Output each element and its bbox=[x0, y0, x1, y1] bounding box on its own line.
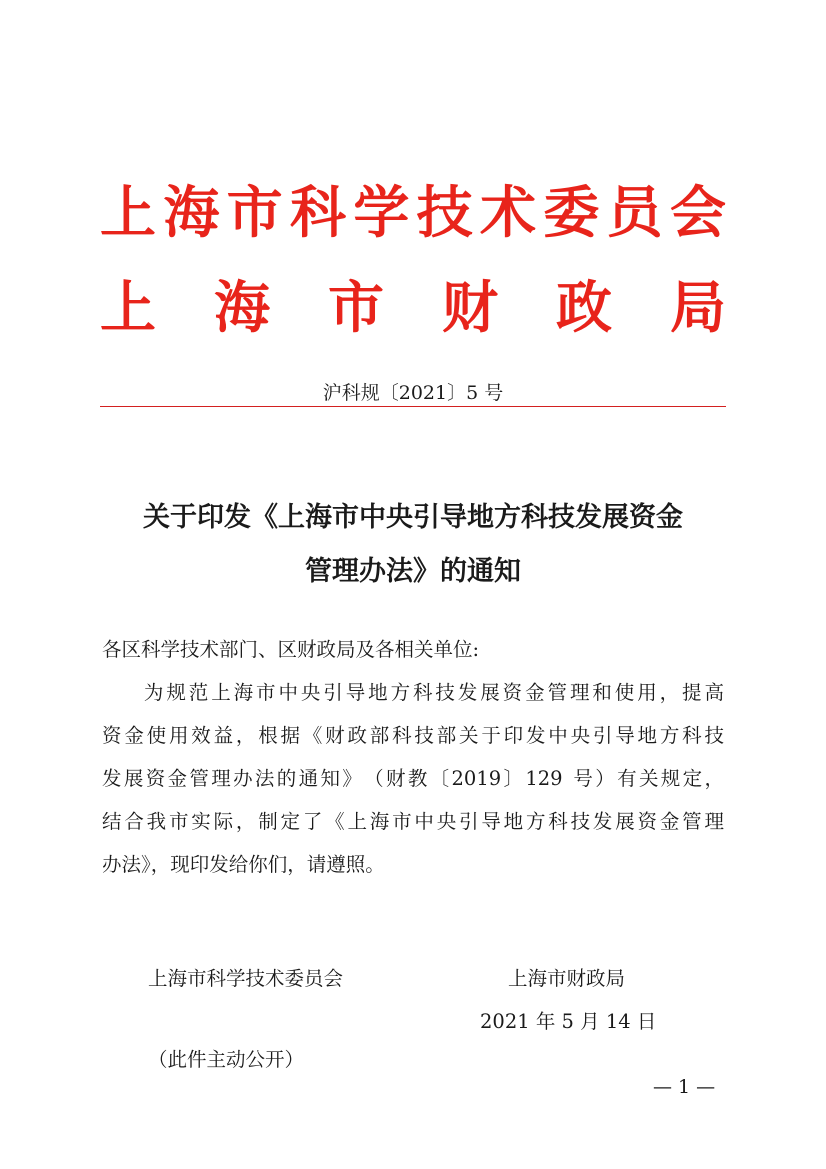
issuer-char: 委 bbox=[543, 180, 600, 246]
signature-right: 上海市财政局 bbox=[508, 967, 626, 990]
paragraph-glyph: 技 bbox=[570, 810, 591, 833]
paragraph-glyph: （ bbox=[364, 767, 384, 790]
signature-left: 上海市科学技术委员会 bbox=[148, 967, 344, 990]
paragraph-glyph: 导 bbox=[345, 681, 366, 704]
paragraph-glyph: 结 bbox=[102, 810, 122, 833]
issuer-char: 术 bbox=[479, 180, 536, 246]
paragraph-glyph: 关 bbox=[638, 767, 659, 790]
paragraph-glyph: 科 bbox=[682, 724, 702, 747]
paragraph-glyph: 部 bbox=[369, 724, 390, 747]
paragraph-glyph: 科 bbox=[412, 681, 433, 704]
paragraph-line bbox=[102, 714, 724, 757]
paragraph-glyph: 资 bbox=[502, 681, 523, 704]
paragraph-glyph: ， bbox=[704, 767, 724, 790]
paragraph-glyph: 方 bbox=[659, 724, 680, 747]
paragraph-glyph: 的 bbox=[276, 767, 297, 790]
paragraph-glyph bbox=[565, 757, 571, 800]
paragraph-glyph: 科 bbox=[392, 724, 412, 747]
issuer-line-2 bbox=[100, 277, 726, 339]
document-number: 沪科规〔2021〕5 号 bbox=[322, 382, 504, 404]
paragraph-glyph: 财 bbox=[325, 724, 345, 747]
paragraph-glyph: 定 bbox=[280, 810, 301, 833]
paragraph-glyph: 理 bbox=[211, 767, 231, 790]
paragraph-glyph: 央 bbox=[570, 724, 591, 747]
paragraph-glyph: 范 bbox=[188, 681, 209, 704]
paragraph-glyph: 中 bbox=[548, 724, 568, 747]
paragraph-glyph: 管 bbox=[189, 767, 209, 790]
paragraph-glyph: 导 bbox=[481, 810, 501, 833]
paragraph-glyph: 《 bbox=[302, 724, 323, 747]
paragraph-glyph: 2019 bbox=[451, 767, 502, 790]
paragraph-glyph: ， bbox=[659, 681, 680, 704]
paragraph-glyph: 通 bbox=[298, 767, 319, 790]
paragraph-glyph: 政 bbox=[347, 724, 367, 747]
paragraph-line bbox=[102, 757, 724, 800]
paragraph-glyph: 理 bbox=[569, 681, 590, 704]
paragraph-glyph: 地 bbox=[637, 724, 658, 747]
paragraph-glyph: 央 bbox=[300, 681, 321, 704]
issuer-char: 员 bbox=[606, 180, 663, 246]
paragraph-glyph: 用 bbox=[168, 724, 189, 747]
paragraph-glyph: 〕 bbox=[503, 767, 523, 790]
issuer-char: 市 bbox=[328, 275, 384, 341]
paragraph-glyph: 市 bbox=[256, 681, 276, 704]
paragraph-glyph: 金 bbox=[659, 810, 680, 833]
paragraph-line bbox=[102, 800, 724, 843]
paragraph-glyph: 129 bbox=[525, 767, 563, 790]
paragraph-glyph: 定 bbox=[682, 767, 703, 790]
paragraph-glyph: 制 bbox=[258, 810, 278, 833]
paragraph-glyph: 知 bbox=[320, 767, 340, 790]
paragraph-glyph: 展 bbox=[123, 767, 144, 790]
paragraph-glyph: 高 bbox=[704, 681, 724, 704]
paragraph-glyph: 教 bbox=[407, 767, 428, 790]
paragraph-glyph: 海 bbox=[369, 810, 390, 833]
paragraph-glyph: 财 bbox=[385, 767, 406, 790]
issuer-char: 政 bbox=[556, 275, 612, 341]
paragraph-glyph: 海 bbox=[233, 681, 254, 704]
issuer-char: 上 bbox=[100, 275, 156, 341]
paragraph-glyph: 管 bbox=[547, 681, 568, 704]
signature-date: 2021 年 5 月 14 日 bbox=[480, 1010, 657, 1033]
paragraph-glyph: 为 bbox=[143, 681, 164, 704]
paragraph-glyph: 方 bbox=[525, 810, 546, 833]
paragraph-glyph: 引 bbox=[592, 724, 613, 747]
paragraph-glyph: 规 bbox=[660, 767, 681, 790]
paragraph-glyph: 有 bbox=[617, 767, 637, 790]
paragraph-glyph: 金 bbox=[124, 724, 144, 747]
paragraph-line bbox=[102, 671, 724, 714]
salutation: 各区科学技术部门、区财政局及各相关单位: bbox=[102, 638, 480, 661]
paragraph-glyph: 发 bbox=[457, 681, 478, 704]
paragraph-glyph: 印 bbox=[503, 724, 524, 747]
paragraph-glyph: 和 bbox=[592, 681, 612, 704]
paragraph-glyph: 资 bbox=[637, 810, 658, 833]
paragraph-glyph: 科 bbox=[548, 810, 568, 833]
issuer-line-1 bbox=[100, 182, 726, 244]
paragraph-glyph: 技 bbox=[435, 681, 455, 704]
disclosure-note: （此件主动公开） bbox=[148, 1048, 305, 1071]
issuer-char: 技 bbox=[416, 180, 473, 246]
paragraph-glyph: 据 bbox=[280, 724, 301, 747]
paragraph-glyph: 地 bbox=[503, 810, 524, 833]
paragraph-glyph: 技 bbox=[704, 724, 724, 747]
issuer-char: 海 bbox=[163, 180, 220, 246]
paragraph-glyph: 〔 bbox=[429, 767, 450, 790]
paragraph-last-line: 办法》，现印发给你们，请遵照。 bbox=[102, 853, 385, 876]
paragraph-glyph: 上 bbox=[347, 810, 367, 833]
issuer-char: 海 bbox=[214, 275, 270, 341]
paragraph-glyph: 技 bbox=[414, 724, 434, 747]
paragraph-glyph: 效 bbox=[191, 724, 211, 747]
paragraph-glyph: 法 bbox=[254, 767, 275, 790]
paragraph-glyph: 《 bbox=[325, 810, 345, 833]
paragraph-glyph: 金 bbox=[525, 681, 545, 704]
paragraph-glyph: 际 bbox=[213, 810, 234, 833]
issuer-char: 局 bbox=[670, 275, 726, 341]
paragraph-glyph: 方 bbox=[390, 681, 411, 704]
paragraph-glyph: 》 bbox=[342, 767, 362, 790]
paragraph-glyph: ， bbox=[235, 810, 256, 833]
paragraph-glyph: ， bbox=[235, 724, 256, 747]
paragraph-glyph: 发 bbox=[102, 767, 122, 790]
paragraph-glyph: 央 bbox=[436, 810, 457, 833]
paragraph-glyph: 中 bbox=[278, 681, 298, 704]
paragraph-glyph bbox=[102, 671, 141, 714]
paragraph-glyph: 中 bbox=[414, 810, 434, 833]
page-number: — 1 — bbox=[653, 1076, 716, 1098]
paragraph-glyph: 展 bbox=[480, 681, 500, 704]
paragraph-glyph: 发 bbox=[592, 810, 613, 833]
paragraph-glyph: 根 bbox=[258, 724, 278, 747]
issuer-char: 会 bbox=[669, 180, 726, 246]
paragraph-glyph: 金 bbox=[167, 767, 188, 790]
paragraph-glyph: 导 bbox=[615, 724, 635, 747]
header-divider bbox=[100, 406, 726, 407]
paragraph-glyph: 引 bbox=[459, 810, 479, 833]
paragraph-glyph: 使 bbox=[614, 681, 635, 704]
paragraph-glyph: 用 bbox=[637, 681, 657, 704]
paragraph-glyph: ） bbox=[595, 767, 615, 790]
issuer-char: 财 bbox=[442, 275, 498, 341]
paragraph-glyph: 管 bbox=[682, 810, 702, 833]
paragraph-glyph: 关 bbox=[459, 724, 479, 747]
paragraph-glyph: 展 bbox=[615, 810, 635, 833]
paragraph-glyph: 我 bbox=[146, 810, 167, 833]
paragraph-glyph: 规 bbox=[166, 681, 186, 704]
issuer-char: 科 bbox=[289, 180, 346, 246]
paragraph-glyph: 市 bbox=[168, 810, 189, 833]
paragraph-glyph: 于 bbox=[481, 724, 501, 747]
issuer-char: 市 bbox=[226, 180, 283, 246]
paragraph-glyph: 合 bbox=[124, 810, 144, 833]
paragraph-glyph: 办 bbox=[233, 767, 253, 790]
paragraph-glyph: 益 bbox=[213, 724, 234, 747]
document-title-line-2: 管理办法》的通知 bbox=[305, 556, 521, 587]
issuer-char: 上 bbox=[100, 180, 156, 246]
paragraph-glyph: 使 bbox=[146, 724, 167, 747]
paragraph-glyph: 资 bbox=[102, 724, 122, 747]
paragraph-glyph: 提 bbox=[682, 681, 702, 704]
paragraph-glyph: 资 bbox=[145, 767, 166, 790]
paragraph-glyph: 引 bbox=[323, 681, 343, 704]
paragraph-glyph: 市 bbox=[392, 810, 412, 833]
paragraph-glyph: 号 bbox=[573, 767, 593, 790]
paragraph-glyph: 地 bbox=[368, 681, 388, 704]
paragraph-glyph: 了 bbox=[302, 810, 323, 833]
paragraph-glyph: 上 bbox=[211, 681, 231, 704]
document-title-line-1: 关于印发《上海市中央引导地方科技发展资金 bbox=[143, 502, 683, 533]
paragraph-glyph: 部 bbox=[436, 724, 457, 747]
paragraph-glyph: 实 bbox=[191, 810, 211, 833]
issuer-char: 学 bbox=[353, 180, 410, 246]
paragraph-glyph: 发 bbox=[525, 724, 546, 747]
paragraph-glyph: 理 bbox=[704, 810, 724, 833]
